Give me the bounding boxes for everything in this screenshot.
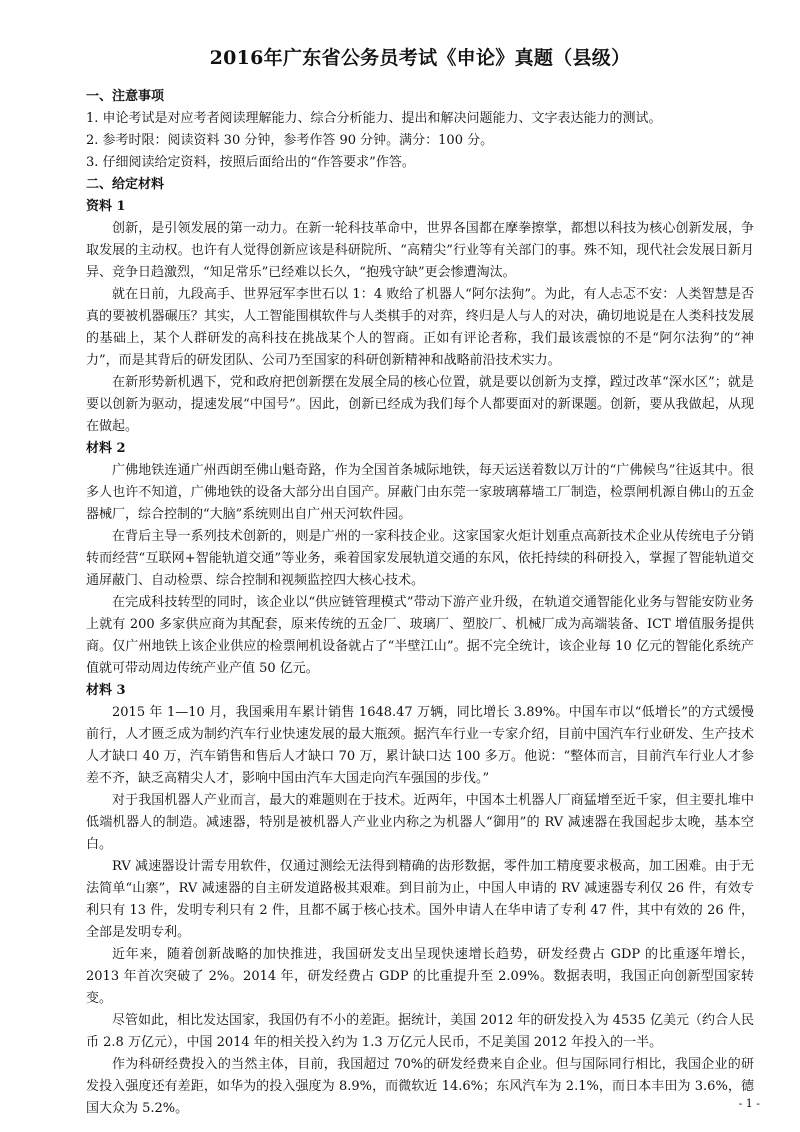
material-paragraph: 在完成科技转型的同时，该企业以“供应链管理模式”带动下游产业升级，在轨道交通智能化业务与智能安防业务上就有 200 多家供应商为其配套，原来传统的五金厂、玻璃厂、塑胶厂、机械厂成为高端装备、ICT 增值服务提供商。仅广州地铁上该企业供应的检票闸机设备就占了“半壁江山”。据不完全统计，该企业每 10 亿元的智能化系统产值就可带动周边传统产业产值 50 亿元。 [86,595,754,676]
section-heading-notes: 一、注意事项 [86,89,165,104]
material-label: 材料 3 [86,683,126,698]
material-label: 材料 2 [86,441,126,456]
material-paragraph: 2015 年 1—10 月，我国乘用车累计销售 1648.47 万辆，同比增长 3.89%。中国车市以“低增长”的方式缓慢前行，人才匮乏成为制约汽车行业快速发展的最大瓶颈。据汽车行业一专家介绍，目前中国汽车行业研发、生产技术人才缺口 40 万，汽车销售和售后人才缺口 70 万，累计缺口达 100 多万。他说：“整体而言，目前汽车行业人才参差不齐，缺乏高精尖人才，影响中国由汽车大国走向汽车强国的步伐。” [86,705,754,786]
page-number: - 1 - [738,1097,760,1110]
material-paragraph: 在背后主导一系列技术创新的，则是广州的一家科技企业。这家国家火炬计划重点高新技术企业从传统电子分销转而经营“互联网+智能轨道交通”等业务，乘着国家发展轨道交通的东风，依托持续的科研投入，掌握了智能轨道交通屏蔽门、自动检票、综合控制和视频监控四大核心技术。 [86,529,754,588]
material-paragraph: 就在日前，九段高手、世界冠军李世石以 1：4 败给了机器人“阿尔法狗”。为此，有人忐忑不安：人类智慧是否真的要被机器碾压？其实，人工智能围棋软件与人类棋手的对弈，终归是人与人的对决，确切地说是在人类科技发展的基础上，某个人群研发的高科技在挑战某个人的智商。正如有评论者称，我们最该震惊的不是“阿尔法狗”的“神力”，而是其背后的研发团队、公司乃至国家的科研创新精神和战略前沿技术实力。 [86,287,754,368]
material-paragraph: 广佛地铁连通广州西朗至佛山魁奇路，作为全国首条城际地铁，每天运送着数以万计的“广佛候鸟”往返其中。很多人也许不知道，广佛地铁的设备大部分出自国产。屏蔽门由东莞一家玻璃幕墙工厂制造，检票闸机源自佛山的五金器械厂，综合控制的“大脑”系统则出自广州天河软件园。 [86,463,754,522]
document-title: 2016年广东省公务员考试《申论》真题（县级） [209,47,631,69]
note-item: 1. 申论考试是对应考者阅读理解能力、综合分析能力、提出和解决问题能力、文字表达能力的测试。 [86,111,662,126]
material-paragraph: 尽管如此，相比发达国家，我国仍有不小的差距。据统计，美国 2012 年的研发投入为 4535 亿美元（约合人民币 2.8 万亿元），中国 2014 年的相关投入约为 1.3 万亿元人民币，不足美国 2012 年投入的一半。 [86,1013,754,1050]
material-paragraph: 对于我国机器人产业而言，最大的难题则在于技术。近两年，中国本土机器人厂商猛增至近千家，但主要扎堆中低端机器人的制造。减速器，特别是被机器人产业业内称之为机器人“御用”的 RV 减速器在我国起步太晚，基本空白。 [86,793,754,852]
material-paragraph: 作为科研经费投入的当然主体，目前，我国超过 70%的研发经费来自企业。但与国际同行相比，我国企业的研发投入强度还有差距，如华为的投入强度为 8.9%，而微软近 14.6%；东风汽车为 2.1%，而日本丰田为 3.6%，德国大众为 5.2%。 [86,1057,754,1116]
material-label: 资料 1 [86,199,126,214]
material-paragraph: 创新，是引领发展的第一动力。在新一轮科技革命中，世界各国都在摩拳擦掌，都想以科技为核心创新发展，争取发展的主动权。也许有人觉得创新应该是科研院所、“高精尖”行业等有关部门的事。殊不知，现代社会发展日新月异、竞争日趋激烈，“知足常乐”已经难以长久，“抱残守缺”更会惨遭淘汰。 [86,221,754,280]
material-paragraph: 近年来，随着创新战略的加快推进，我国研发支出呈现快速增长趋势，研发经费占 GDP 的比重逐年增长，2013 年首次突破了 2%。2014 年，研发经费占 GDP 的比重提升至 2.09%。数据表明，我国正向创新型国家转变。 [86,947,754,1006]
material-paragraph: RV 减速器设计需专用软件，仅通过测绘无法得到精确的齿形数据，零件加工精度要求极高，加工困难。由于无法简单“山寨”，RV 减速器的自主研发道路极其艰难。到目前为止，中国人申请的 RV 减速器专利仅 26 件，有效专利只有 13 件，发明专利只有 2 件，且都不属于核心技术。国外申请人在华申请了专利 47 件，其中有效的 26 件，全部是发明专利。 [86,859,754,940]
material-paragraph: 在新形势新机遇下，党和政府把创新摆在发展全局的核心位置，就是要以创新为支撑，蹚过改革“深水区”；就是要以创新为驱动，提速发展“中国号”。因此，创新已经成为我们每个人都要面对的新课题。创新，要从我做起，从现在做起。 [86,375,754,434]
note-item: 3. 仔细阅读给定资料，按照后面给出的“作答要求”作答。 [86,155,415,170]
section-heading-materials: 二、给定材料 [86,177,165,192]
note-item: 2. 参考时限：阅读资料 30 分钟，参考作答 90 分钟。满分：100 分。 [86,133,494,148]
